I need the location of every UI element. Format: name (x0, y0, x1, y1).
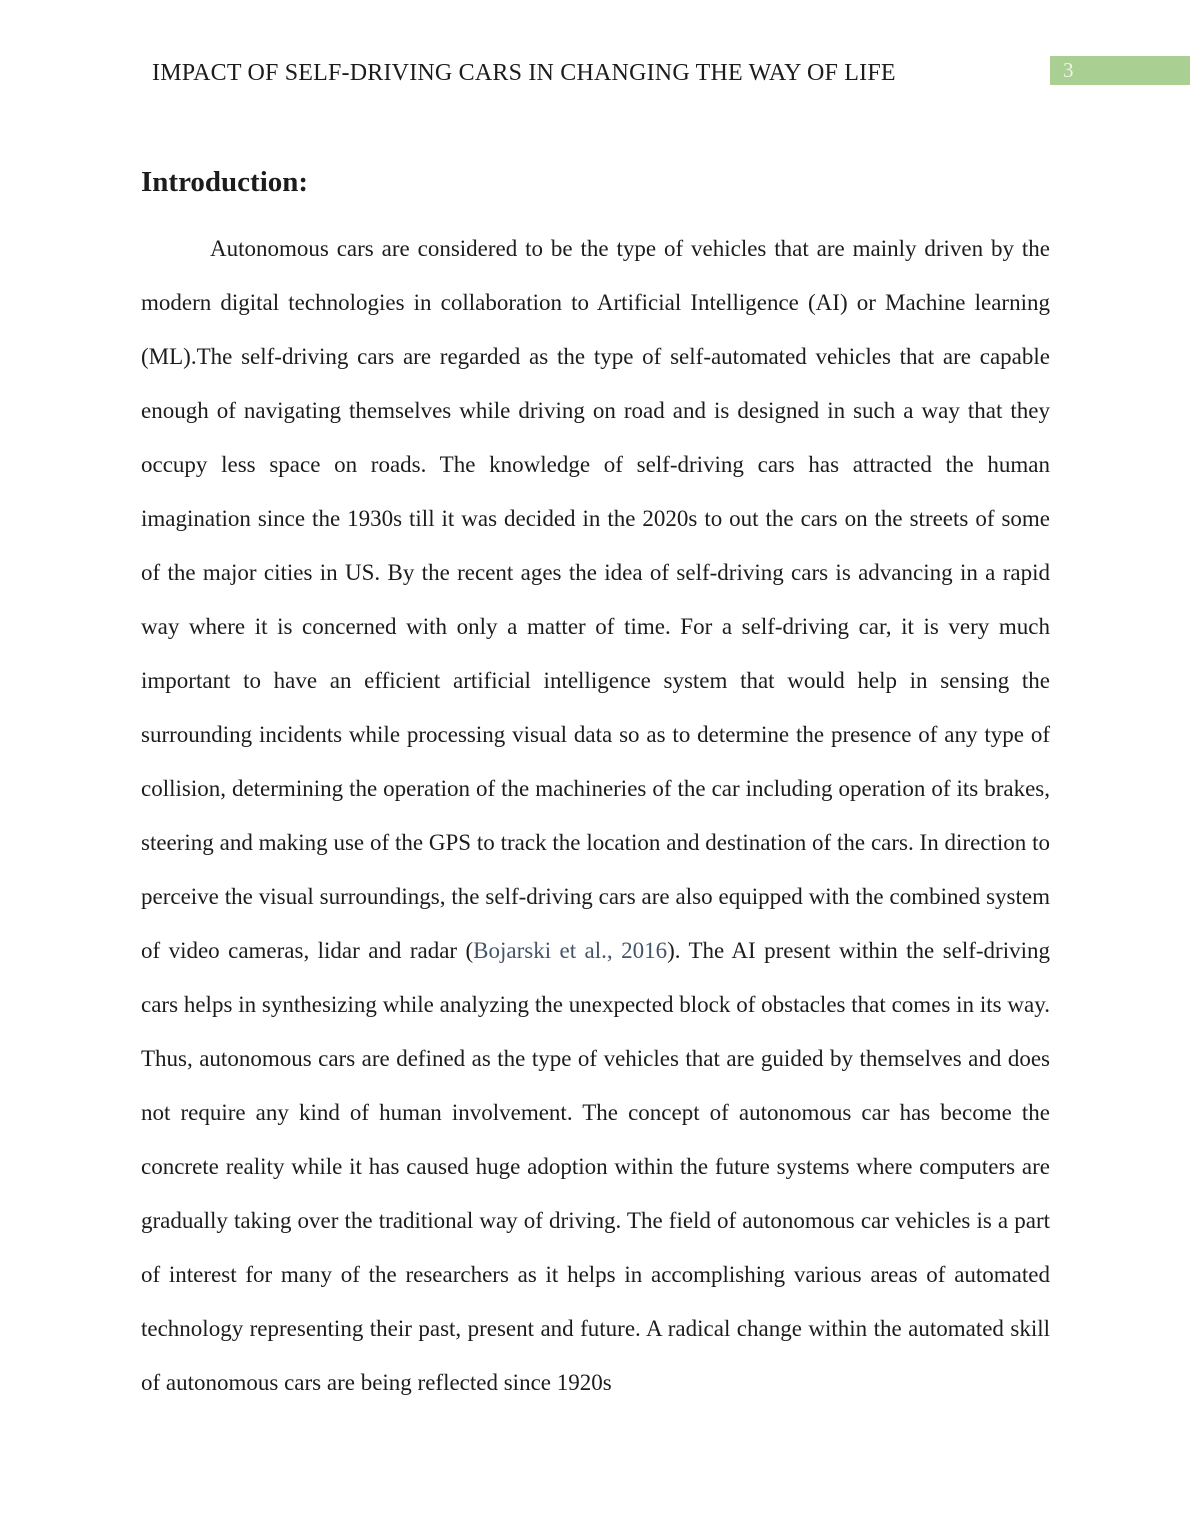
page-content (141, 164, 1050, 1410)
paragraph-text-before-citation: Autonomous cars are considered to be the type of vehicles that are mainly driven by the modern digital technologies in collaboration to Artificial Intelligence (AI) or Machine learning (ML).The self-driving cars are regarded as the type of self-automated vehicles that are capable enough of navigating themselves while driving on road and is designed in such a way that they occupy less space on roads. The knowledge of self-driving cars has attracted the human imagination since the 1930s till it was decided in the 2020s to out the cars on the streets of some of the major cities in US. By the recent ages the idea of self-driving cars is advancing in a rapid way where it is concerned with only a matter of time. For a self-driving car, it is very much important to have an efficient artificial intelligence system that would help in sensing the surrounding incidents while processing visual data so as to determine the presence of any type of collision, determining the operation of the machineries of the car including operation of its brakes, steering and making use of the GPS to track the location and destination of the cars. In direction to perceive the visual surroundings, the self-driving cars are also equipped with the combined system of video cameras, lidar and radar ( (141, 236, 1050, 963)
section-heading: Introduction: (141, 166, 309, 198)
citation: Bojarski et al., 2016 (473, 938, 668, 963)
running-head (0, 0, 1190, 110)
body-paragraph (141, 222, 1050, 1410)
paragraph-text-after-citation: ). The AI present within the self-driving cars helps in synthesizing while analyzing the unexpected block of obstacles that comes in its way. Thus, autonomous cars are defined as the type of vehicles that are guided by themselves and does not require any kind of human involvement. The concept of autonomous car has become the concrete reality while it has caused huge adoption within the future systems where computers are gradually taking over the traditional way of driving. The field of autonomous car vehicles is a part of interest for many of the researchers as it helps in accomplishing various areas of automated technology representing their past, present and future. A radical change within the automated skill of autonomous cars are being reflected since 1920s (141, 938, 1050, 1395)
page-number: 3 (1063, 58, 1074, 82)
page-number-badge (1050, 56, 1190, 85)
running-head-title: IMPACT OF SELF-DRIVING CARS IN CHANGING THE WAY OF LIFE (152, 60, 896, 86)
